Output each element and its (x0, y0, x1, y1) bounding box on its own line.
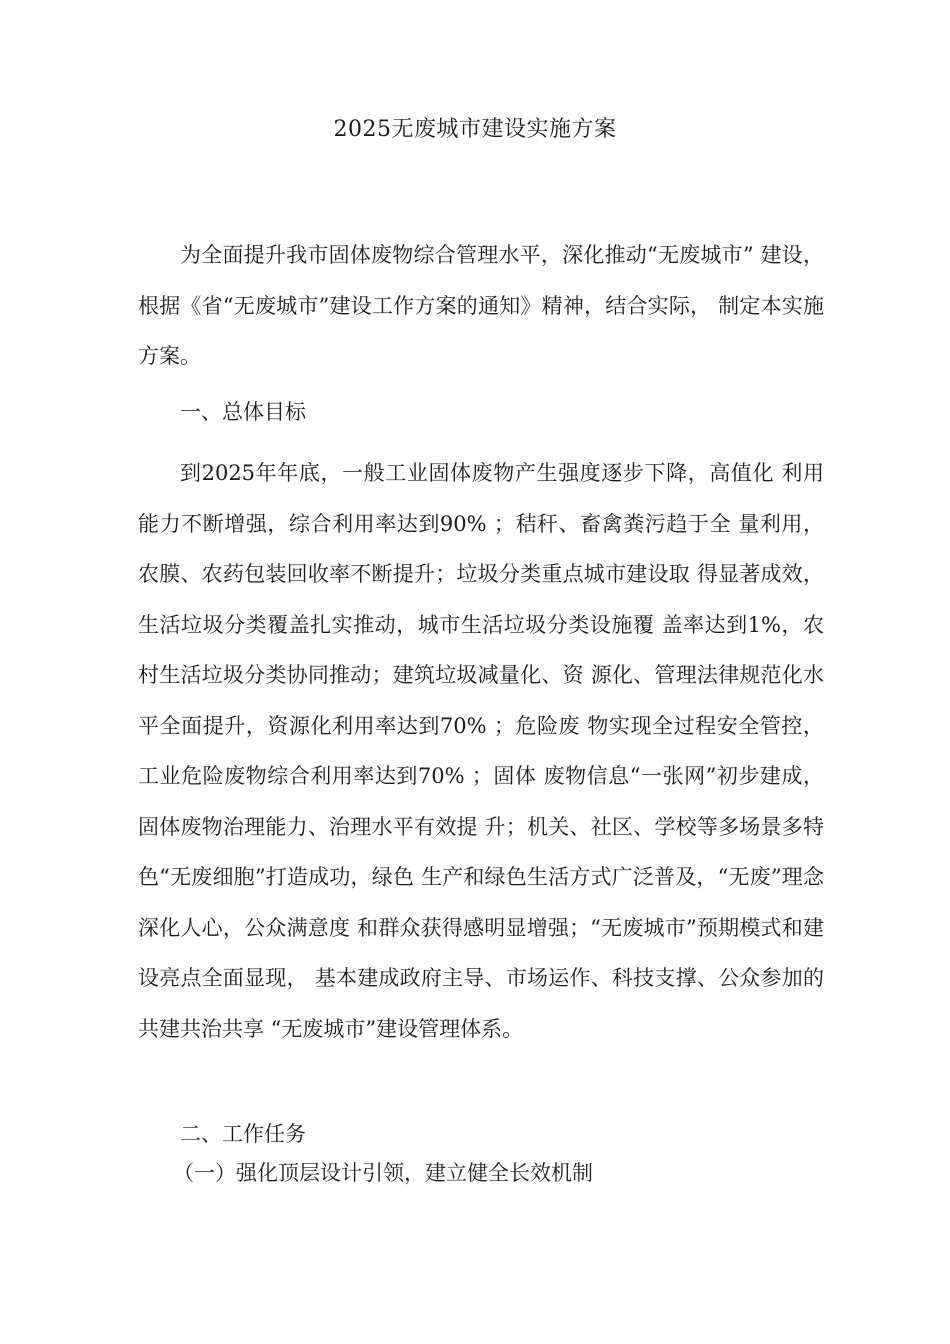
overall-goals-paragraph: 到2025年年底，一般工业固体废物产生强度逐步下降，高值化 利用能力不断增强，综合利用率达到90% ；秸秆、畜禽粪污趋于全 量利用，农膜、农药包装回收率不断提升；垃圾分类重点城市建设取 得显著成效，生活垃圾分类覆盖扎实推动，城市生活垃圾分类设施覆 盖率达到1%，农村生活垃圾分类协同推动；建筑垃圾减量化、资 源化、管理法律规范化水平全面提升，资源化利用率达到70% ；危险废 物实现全过程安全管控，工业危险废物综合利用率达到70% ；固体 废物信息“一张网”初步建成，固体废物治理能力、治理水平有效提 升；机关、社区、学校等多场景多特色“无废细胞”打造成功，绿色 生产和绿色生活方式广泛普及，“无废”理念深化人心，公众满意度 和群众获得感明显增强；“无废城市”预期模式和建设亮点全面显现， 基本建成政府主导、市场运作、科技支撑、公众参加的共建共治共享 “无废城市”建设管理体系。 (138, 461, 824, 1041)
intro-paragraph: 为全面提升我市固体废物综合管理水平，深化推动“无废城市” 建设，根据《省“无废城市”建设工作方案的通知》精神，结合实际， 制定本实施方案。 (138, 243, 824, 368)
document-title: 2025无废城市建设实施方案 (333, 117, 617, 142)
subsection-heading-1: （一）强化顶层设计引领，建立健全长效机制 (173, 1161, 593, 1185)
section-heading-work-tasks: 二、工作任务 (180, 1122, 306, 1146)
section-heading-overall-goals: 一、总体目标 (180, 400, 306, 424)
